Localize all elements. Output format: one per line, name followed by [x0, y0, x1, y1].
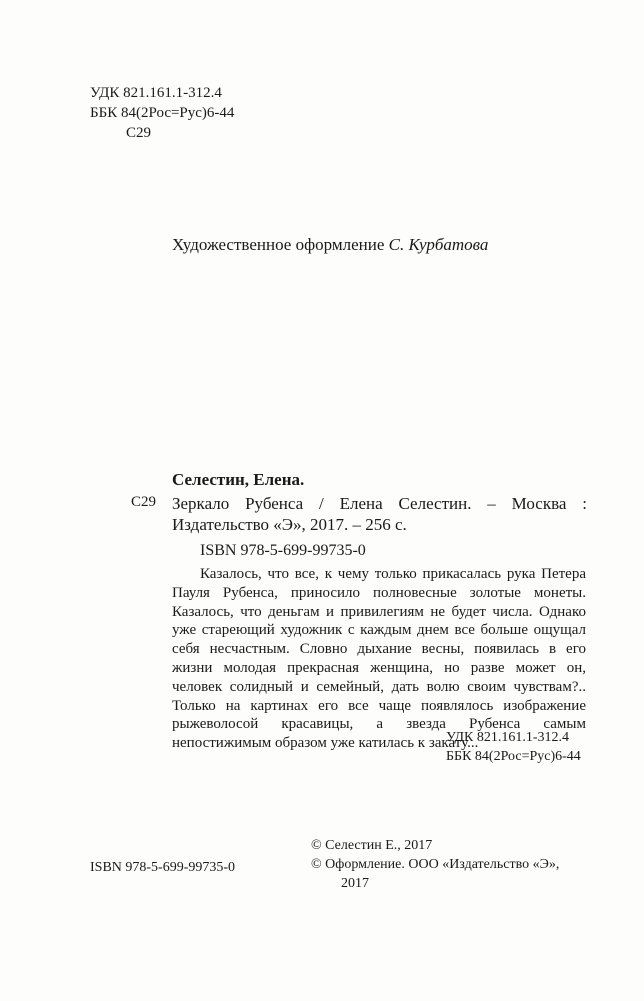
- record-code: С29: [131, 494, 157, 510]
- copyright-block: [311, 836, 559, 893]
- author-sign-code: С29: [126, 125, 152, 141]
- copyright-design-year: 2017: [341, 876, 369, 891]
- udk-code: УДК 821.161.1-312.4: [90, 85, 222, 101]
- record-author: Селестин, Елена.: [172, 470, 305, 489]
- bbk-code: ББК 84(2Рос=Рус)6-44: [90, 105, 235, 121]
- record-title-line1: Зеркало Рубенса / Елена Селестин. – Москва :: [172, 494, 587, 513]
- record-udk: УДК 821.161.1-312.4: [446, 730, 570, 745]
- record-title-line2: Издательство «Э», 2017. – 256 с.: [172, 515, 407, 534]
- classification-block: [90, 83, 234, 143]
- record-title: [172, 493, 587, 535]
- copyright-author: © Селестин Е., 2017: [311, 838, 433, 853]
- design-artist: С. Курбатова: [388, 235, 489, 254]
- annotation: Казалось, что все, к чему только прикасалась рука Петера Пауля Рубенса, приносило полновесные золотые монеты. Казалось, что деньгам и привилегиям не будет числа. Однако уже стареющий художник с каждым днем все больше ощущал себя несчастным. Словно дыхание весны, появилась в его жизни молодая прекрасная женщина, но разве может он, человек солидный и семейный, дать волю своим чувствам?.. Только на картинах его все чаще появлялось изображение рыжеволосой красавицы, а звезда Рубенса самым непостижимым образом уже катилась к закату...: [172, 566, 586, 752]
- record-isbn: ISBN 978-5-699-99735-0: [200, 542, 366, 559]
- isbn-bottom: ISBN 978-5-699-99735-0: [90, 860, 236, 875]
- record-classification: [446, 728, 581, 766]
- copyright-design: © Оформление. ООО «Издательство «Э»,: [311, 857, 560, 872]
- design-credit: [172, 235, 488, 255]
- design-label: Художественное оформление: [172, 235, 385, 254]
- record-bbk: ББК 84(2Рос=Рус)6-44: [446, 749, 581, 764]
